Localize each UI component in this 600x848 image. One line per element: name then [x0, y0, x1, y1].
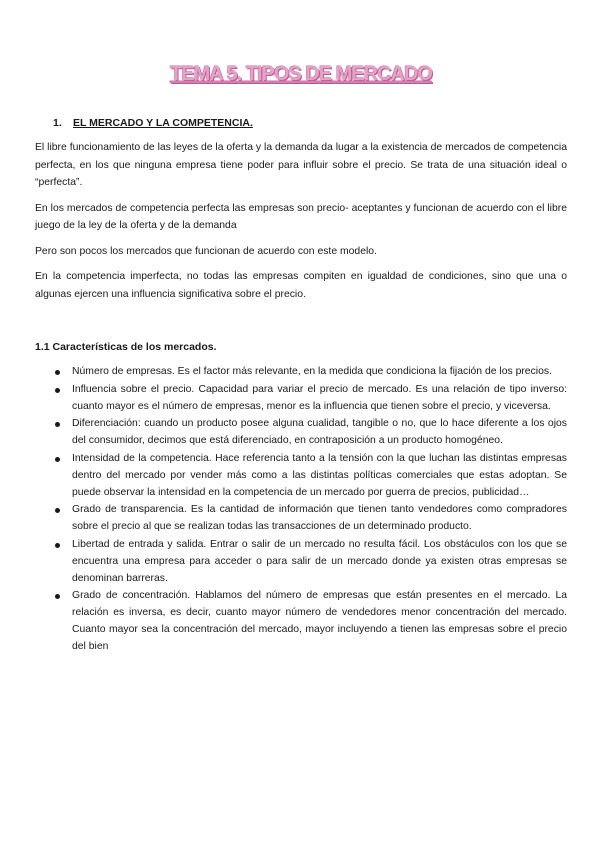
bullet-icon — [55, 543, 60, 548]
section-heading-text: EL MERCADO Y LA COMPETENCIA. — [73, 117, 253, 129]
list-item — [35, 502, 567, 536]
list-item — [35, 382, 567, 416]
bullet-icon — [55, 457, 60, 462]
bullet-icon — [55, 370, 60, 375]
list-item-text: Diferenciación: cuando un producto posee alguna cualidad, tangible o no, que lo hace diferente a los ojos del consumidor, decimos que está diferenciado, en contraposición a un producto homogéneo. — [72, 418, 567, 447]
subsection-heading: 1.1 Características de los mercados. — [35, 341, 217, 353]
list-item — [35, 451, 567, 501]
bullet-icon — [55, 422, 60, 427]
bullet-icon — [55, 508, 60, 513]
bullet-icon — [55, 388, 60, 393]
paragraph-4: En la competencia imperfecta, no todas las empresas compiten en igualdad de condiciones, sino que una o algunas ejercen una influencia significativa sobre el precio. — [35, 271, 567, 300]
list-item — [35, 537, 567, 587]
list-item — [35, 416, 567, 450]
list-item — [35, 588, 567, 655]
characteristics-list — [35, 364, 567, 656]
list-item-text: Número de empresas. Es el factor más relevante, en la medida que condiciona la fijación de los precios. — [72, 366, 552, 377]
document-title: TEMA 5. TIPOS DE MERCADO — [170, 63, 432, 85]
paragraph-3: Pero son pocos los mercados que funcionan de acuerdo con este modelo. — [35, 245, 377, 257]
bullet-icon — [55, 594, 60, 599]
list-item-text: Influencia sobre el precio. Capacidad para variar el precio de mercado. Es una relación de tipo inverso: cuanto mayor es el número de empresas, menor es la influencia que tienen sobre el precio, y viceversa. — [72, 383, 567, 412]
section-heading — [53, 116, 567, 130]
list-item-text: Libertad de entrada y salida. Entrar o salir de un mercado no resulta fácil. Los obstáculos con los que se encuentra una empresa para acceder o para salir de un mercado donde ya existen otras empresas se denominan barreras. — [72, 538, 567, 584]
paragraph-1: El libre funcionamiento de las leyes de la oferta y la demanda da lugar a la existencia de mercados de competencia perfecta, en los que ninguna empresa tiene poder para influir sobre el precio. Se trata de una situación ideal o “perfecta”. — [35, 142, 567, 188]
section-number: 1. — [53, 117, 62, 129]
list-item-text: Intensidad de la competencia. Hace referencia tanto a la tensión con la que luchan las distintas empresas dentro del mercado por vender más como a las distintas políticas comerciales que estas adoptan. Se puede observar la intensidad en la competencia de un mercado por guerra de precios, publicidad… — [72, 452, 567, 498]
list-item-text: Grado de concentración. Hablamos del número de empresas que están presentes en el mercado. La relación es inversa, es decir, cuanto mayor número de vendedores menor concentración del mercado. Cuanto mayor sea la concentración del mercado, mayor incluyendo a tienen las empresas sobre el precio del bien — [72, 590, 567, 652]
list-item-text: Grado de transparencia. Es la cantidad de información que tienen tanto vendedores como compradores sobre el precio al que se realizan todas las transacciones de un determinado producto. — [72, 504, 567, 533]
paragraph-2: En los mercados de competencia perfecta las empresas son precio- aceptantes y funcionan de acuerdo con el libre juego de la ley de la oferta y de la demanda — [35, 202, 567, 231]
list-item — [35, 364, 567, 381]
